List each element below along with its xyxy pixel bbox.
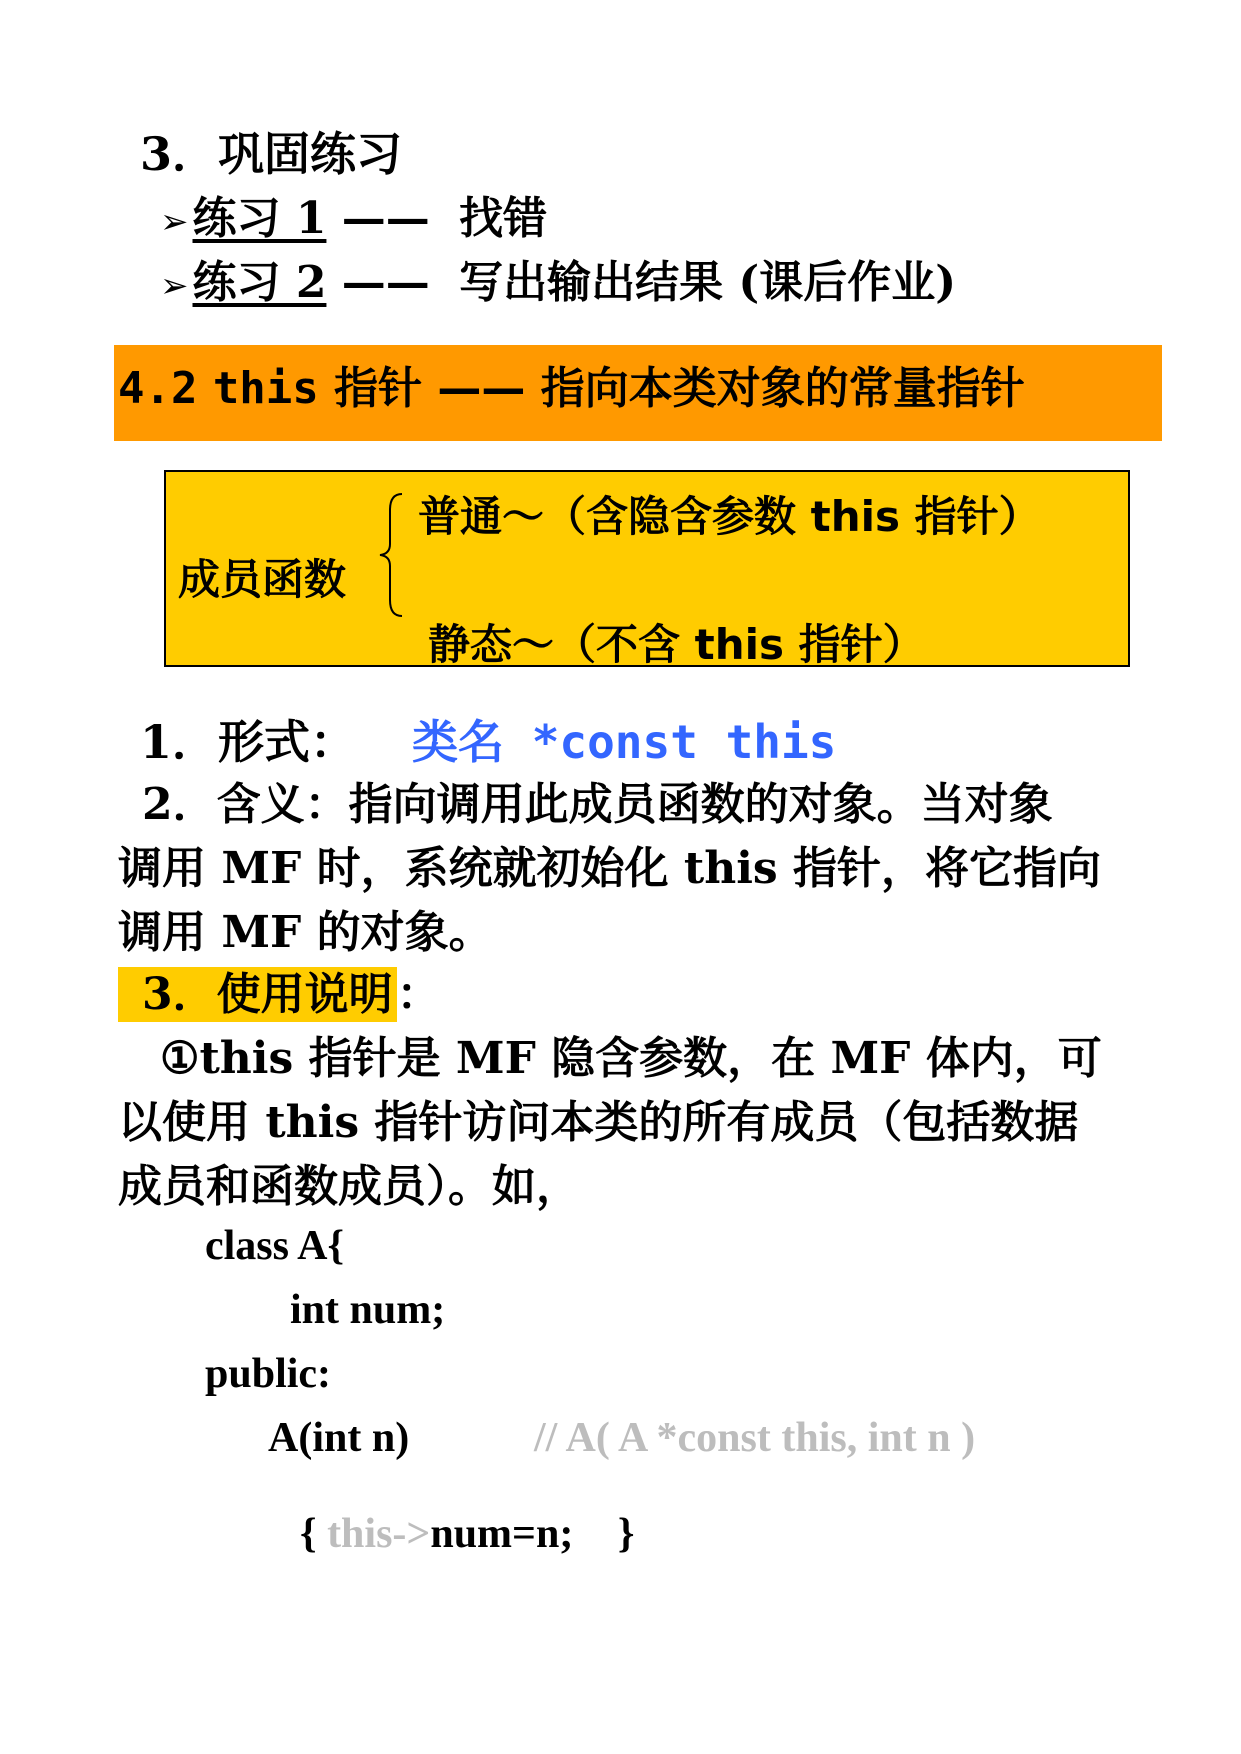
code-line-constructor: A(int n) — [268, 1415, 410, 1461]
code-line-body — [300, 1510, 634, 1558]
box-line-normal-text: 普通～（含隐含参数 this 指针） — [418, 492, 1041, 541]
section3-number: 3． — [140, 127, 219, 181]
banner-title — [118, 352, 1025, 416]
banner-number: 4.2 — [118, 363, 198, 414]
meaning-line-1: 2．含义：指向调用此成员函数的对象。当对象 — [142, 779, 1053, 830]
usage-line-3: 成员和函数成员）。如， — [118, 1161, 580, 1212]
code-assignment: num=n; — [430, 1511, 574, 1557]
code-line-member: int num; — [290, 1287, 446, 1333]
meaning-line-3: 调用 MF 的对象。 — [118, 907, 493, 958]
form-value-text: 类名 *const this — [412, 715, 837, 769]
brace-icon — [376, 490, 406, 620]
banner-title-rest: 指针 —— 指向本类对象的常量指针 — [334, 363, 1025, 414]
exercise-1-label: 练习 1 — [192, 193, 327, 244]
exercise-2-label: 练习 2 — [192, 257, 327, 308]
bullet-arrow-icon: ➢ — [160, 202, 189, 242]
usage-heading-colon: ： — [396, 969, 441, 1020]
code-this-arrow: this-> — [327, 1511, 431, 1557]
usage-line-2: 以使用 this 指针访问本类的所有成员（包括数据 — [118, 1097, 1079, 1148]
exercise-1-desc: 找错 — [459, 193, 548, 244]
usage-line-1: ①this 指针是 MF 隐含参数，在 MF 体内，可 — [160, 1033, 1102, 1084]
form-value — [412, 715, 836, 769]
code-line-class: class A{ — [205, 1223, 345, 1269]
banner-keyword: this — [212, 363, 319, 414]
form-label: 形式： — [218, 715, 357, 769]
exercise-2 — [160, 246, 956, 310]
form-number: 1． — [140, 715, 219, 769]
form-line — [140, 706, 836, 772]
usage-heading — [118, 958, 441, 1022]
code-line-public: public: — [205, 1351, 332, 1397]
box-line-static-text: 静态～（不含 this 指针） — [428, 620, 925, 669]
exercise-2-desc: 写出输出结果 (课后作业) — [459, 257, 957, 308]
box-label: 成员函数 — [178, 555, 347, 604]
box-line-normal — [418, 484, 1041, 544]
exercise-1-dash: —— — [341, 193, 430, 244]
box-line-static — [428, 612, 925, 672]
bullet-arrow-icon: ➢ — [160, 266, 189, 306]
exercise-2-dash: —— — [341, 257, 430, 308]
code-brace-close: } — [617, 1511, 635, 1557]
meaning-line-2: 调用 MF 时，系统就初始化 this 指针，将它指向 — [118, 843, 1102, 894]
code-brace-open: { — [300, 1511, 317, 1557]
exercise-1 — [160, 182, 547, 246]
code-comment: // A( A *const this, int n ) — [534, 1415, 976, 1461]
section3-title: 巩固练习 — [218, 127, 403, 181]
section3-heading — [140, 118, 402, 184]
usage-heading-highlight: 3．使用说明 — [118, 967, 397, 1022]
